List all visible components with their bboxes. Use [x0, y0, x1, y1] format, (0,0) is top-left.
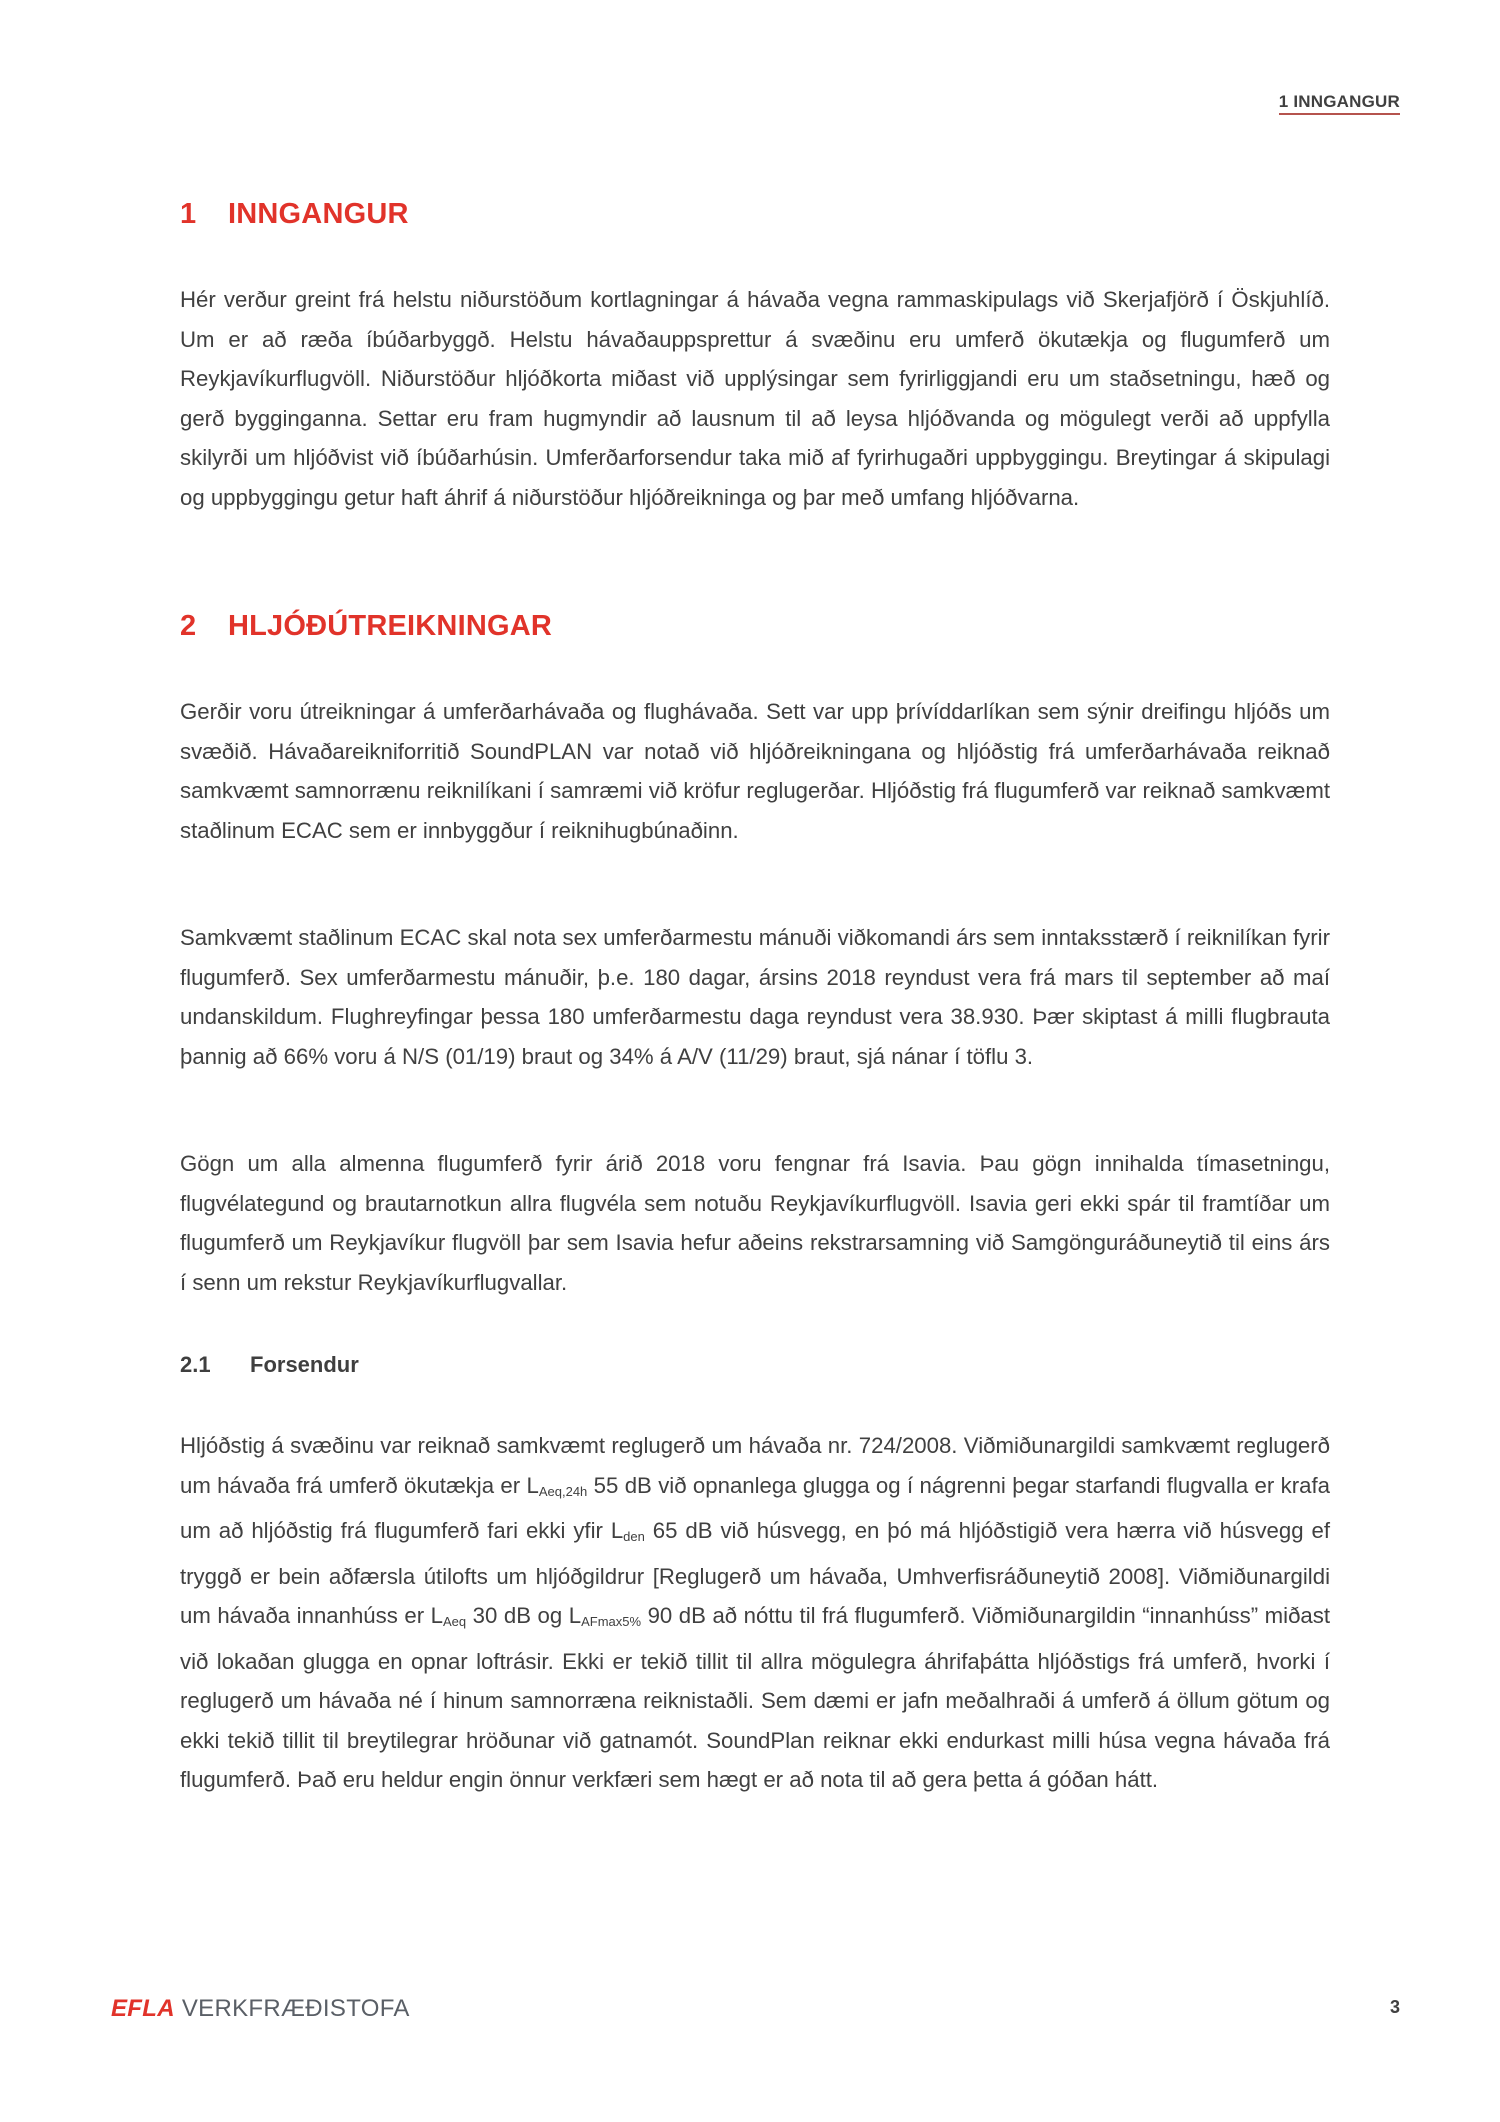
section-heading-2 — [180, 610, 552, 643]
subscript: AFmax5% — [581, 1614, 642, 1629]
section-heading-1 — [180, 198, 409, 231]
section-number: 1 — [180, 198, 197, 230]
intro-paragraph: Hér verður greint frá helstu niðurstöðum kortlagningar á hávaða vegna rammaskipulags við Skerjafjörð í Öskjuhlíð. Um er að ræða íbúðarbyggð. Helstu hávaðauppsprettur á svæðinu eru umferð ökutækja og flugumferð um Reykjavíkurflugvöll. Niðurstöður hljóðkorta miðast við upplýsingar sem fyrirliggjandi eru um staðsetningu, hæð og gerð bygginganna. Settar eru fram hugmyndir að lausnum til að leysa hljóðvanda og mögulegt verði að uppfylla skilyrði um hljóðvist við íbúðarhúsin. Umferðarforsendur taka mið af fyrirhugaðri uppbyggingu. Breytingar á skipulagi og uppbyggingu getur haft áhrif á niðurstöður hljóðreikninga og þar með umfang hljóðvarna. — [180, 287, 1330, 510]
body-paragraph: Gögn um alla almenna flugumferð fyrir árið 2018 voru fengnar frá Isavia. Þau gögn innihalda tímasetningu, flugvélategund og brautarnotkun allra flugvéla sem notuðu Reykjavíkurflugvöll. Isavia geri ekki spár til framtíðar um flugumferð um Reykjavíkur flugvöll þar sem Isavia hefur aðeins rekstrarsamning við Samgönguráðuneytið til eins árs í senn um rekstur Reykjavíkurflugvallar. — [180, 1151, 1330, 1295]
body-paragraph: Samkvæmt staðlinum ECAC skal nota sex umferðarmestu mánuði viðkomandi árs sem inntaksstærð í reiknilíkan fyrir flugumferð. Sex umferðarmestu mánuðir, þ.e. 180 dagar, ársins 2018 reyndust vera frá mars til september að maí undanskildum. Flughreyfingar þessa 180 umferðarmestu daga reyndust vera 38.930. Þær skiptast á milli flugbrauta þannig að 66% voru á N/S (01/19) braut og 34% á A/V (11/29) braut, sjá nánar í töflu 3. — [180, 925, 1330, 1069]
forsendur-paragraph — [180, 1426, 1330, 1800]
logo-text: VERKFRÆÐISTOFA — [174, 1995, 410, 2022]
section-number: 2 — [180, 610, 197, 642]
text-run: 65 dB við húsvegg, en þó má hljóðstigið vera hærra við húsvegg ef tryggð er bein aðfærsla útilofts um hljóðgildrur [Reglugerð um hávaða, Umhverfisráðuneytið 2008]. Viðmiðunargildi um hávaða innanhúss er L — [180, 1518, 1330, 1628]
subscript: den — [623, 1529, 645, 1544]
logo-brand: EFLA — [111, 1995, 175, 2022]
text-run: Hljóðstig á svæðinu var reiknað samkvæmt reglugerð um hávaða nr. 724/2008. Viðmiðunargildi samkvæmt reglugerð um hávaða frá umferð ökutækja er L — [180, 1433, 1330, 1498]
running-header: 1 INNGANGUR — [1279, 92, 1400, 115]
section-title: INNGANGUR — [228, 198, 409, 230]
subsection-heading — [180, 1352, 359, 1378]
subscript: Aeq — [442, 1614, 467, 1629]
body-paragraph: Gerðir voru útreikningar á umferðarhávaða og flughávaða. Sett var upp þrívíddarlíkan sem sýnir dreifingu hljóðs um svæðið. Hávaðareikniforritið SoundPLAN var notað við hljóðreikningana og hljóðstig frá umferðarhávaða reiknað samkvæmt samnorrænu reiknilíkani í samræmi við kröfur reglugerðar. Hljóðstig frá flugumferð var reiknað samkvæmt staðlinum ECAC sem er innbyggður í reiknihugbúnaðinn. — [180, 699, 1330, 843]
text-run: 90 dB að nóttu til frá flugumferð. Viðmiðunargildin “innanhúss” miðast við lokaðan glugga en opnar loftrásir. Ekki er tekið tillit til allra mögulegra áhrifaþátta hljóðstigs frá umferð, hvorki í reglugerð um hávaða né í hinum samnorræna reiknistaðli. Sem dæmi er jafn meðalhraði á umferð á öllum götum og ekki tekið tillit til breytilegrar hröðunar við gatnamót. SoundPlan reiknar ekki endurkast milli húsa vegna hávaða frá flugumferð. Það eru heldur engin önnur verkfæri sem hægt er að nota til að gera þetta á góðan hátt. — [180, 1603, 1331, 1792]
page-number: 3 — [1389, 1997, 1400, 2017]
text-run: 55 dB við opnanlega glugga og í nágrenni þegar starfandi flugvalla er krafa um að hljóðstig frá flugumferð fari ekki yfir L — [180, 1472, 1330, 1543]
efla-logo — [111, 1995, 410, 2023]
subsection-number: 2.1 — [180, 1352, 211, 1377]
subsection-title: Forsendur — [250, 1352, 359, 1377]
section-title: HLJÓÐÚTREIKNINGAR — [228, 610, 553, 642]
text-run: 30 dB og L — [466, 1603, 582, 1628]
subscript: Aeq,24h — [538, 1483, 588, 1499]
